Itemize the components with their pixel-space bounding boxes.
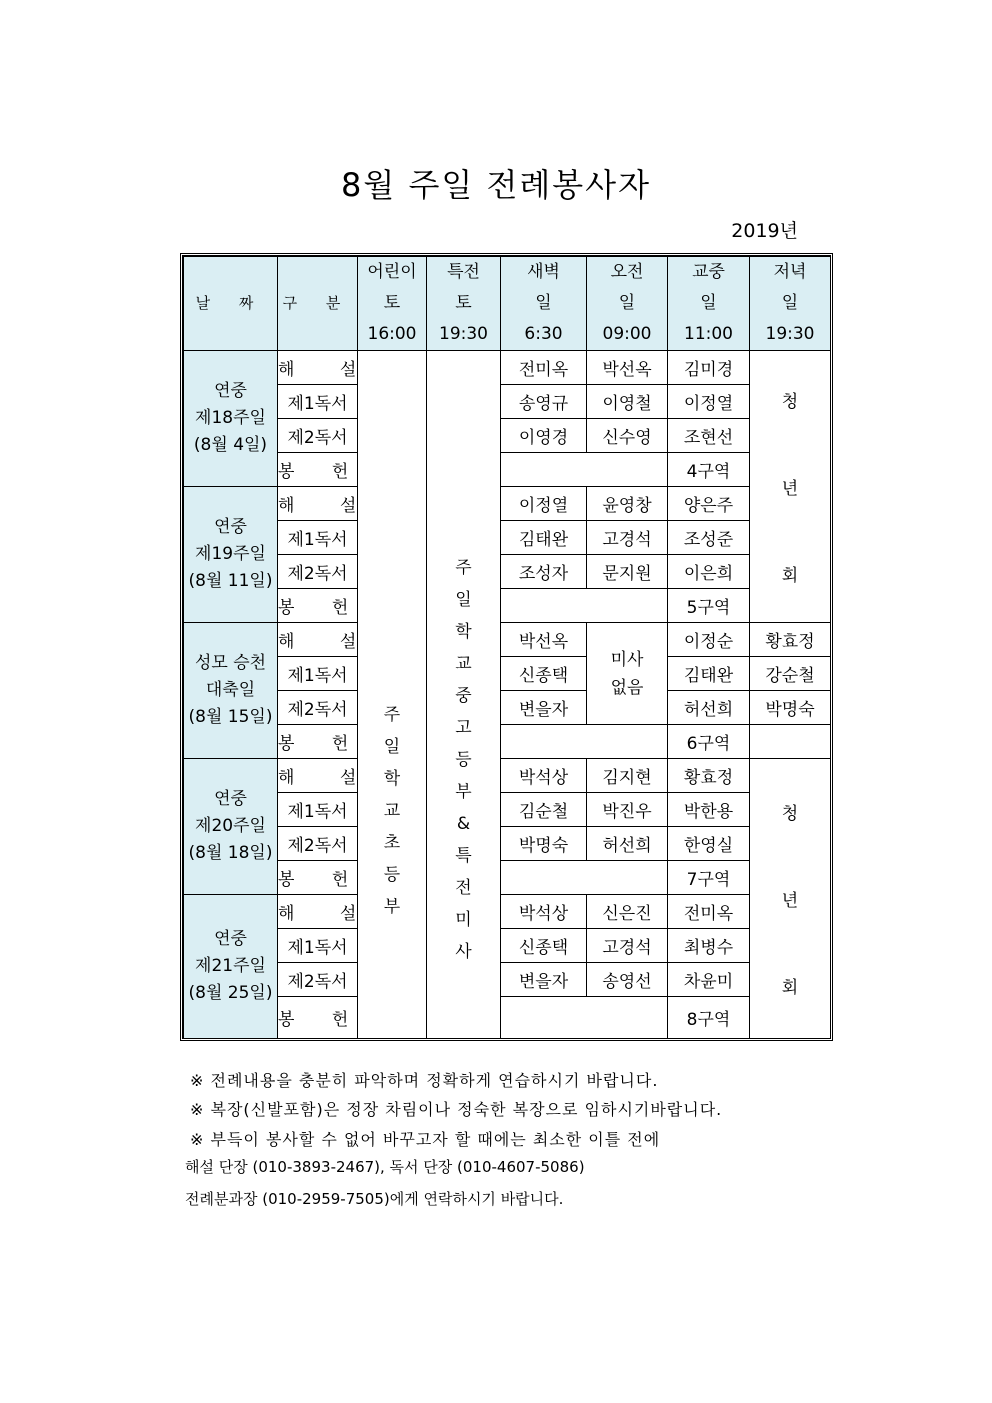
empty-cell bbox=[501, 861, 668, 895]
empty-cell bbox=[501, 997, 668, 1039]
name-cell: 신종택 bbox=[501, 929, 587, 963]
name-cell: 조성준 bbox=[668, 521, 750, 555]
name-cell: 차윤미 bbox=[668, 963, 750, 997]
header-dawn-sun: 새벽 일 6:30 bbox=[501, 257, 587, 351]
table-row bbox=[184, 589, 831, 623]
name-cell: 김지현 bbox=[587, 759, 668, 793]
name-cell: 한영실 bbox=[668, 827, 750, 861]
header-date: 날 짜 bbox=[184, 257, 278, 351]
header-category: 구 분 bbox=[278, 257, 358, 351]
table-row bbox=[184, 793, 831, 827]
table-row bbox=[184, 827, 831, 861]
date-cell: 연중 제19주일 (8월 11일) bbox=[184, 487, 278, 623]
contact-line: 해설 단장 (010-3893-2467), 독서 단장 (010-4607-5086) bbox=[185, 1158, 585, 1176]
name-cell: 이정열 bbox=[501, 487, 587, 521]
empty-cell bbox=[750, 725, 831, 759]
date-cell: 연중 제21주일 (8월 25일) bbox=[184, 895, 278, 1039]
youth-school-cell: 주 일 학 교 중 고 등 부 & 특 전 미 사 bbox=[427, 351, 501, 1039]
name-cell: 고경석 bbox=[587, 521, 668, 555]
note-line: ※ 복장(신발포함)은 정장 차림이나 정숙한 복장으로 임하시기바랍니다. bbox=[190, 1100, 723, 1119]
header-main-sun: 교중 일 11:00 bbox=[668, 257, 750, 351]
name-cell: 이정열 bbox=[668, 385, 750, 419]
name-cell: 허선희 bbox=[668, 691, 750, 725]
offering-district: 4구역 bbox=[668, 453, 750, 487]
role-offering: 봉 헌 bbox=[278, 725, 358, 759]
name-cell: 윤영창 bbox=[587, 487, 668, 521]
table-row bbox=[184, 929, 831, 963]
role-reading1: 제1독서 bbox=[278, 793, 358, 827]
role-reading2: 제2독서 bbox=[278, 827, 358, 861]
role-offering: 봉 헌 bbox=[278, 861, 358, 895]
offering-district: 5구역 bbox=[668, 589, 750, 623]
role-commentary: 해 설 bbox=[278, 623, 358, 657]
name-cell: 박명숙 bbox=[501, 827, 587, 861]
empty-cell bbox=[501, 725, 668, 759]
table-row bbox=[184, 725, 831, 759]
date-cell: 연중 제18주일 (8월 4일) bbox=[184, 351, 278, 487]
name-cell: 김태완 bbox=[501, 521, 587, 555]
name-cell: 이영경 bbox=[501, 419, 587, 453]
date-cell: 연중 제20주일 (8월 18일) bbox=[184, 759, 278, 895]
table-row bbox=[184, 963, 831, 997]
children-school-cell: 주 일 학 교 초 등 부 bbox=[358, 351, 427, 1039]
name-cell: 황효정 bbox=[750, 623, 831, 657]
name-cell: 박선옥 bbox=[587, 351, 668, 385]
table-row bbox=[184, 861, 831, 895]
name-cell: 고경석 bbox=[587, 929, 668, 963]
role-reading1: 제1독서 bbox=[278, 385, 358, 419]
role-commentary: 해 설 bbox=[278, 487, 358, 521]
header-children-sat: 어린이 토 16:00 bbox=[358, 257, 427, 351]
schedule-table bbox=[183, 256, 831, 1039]
table-row bbox=[184, 759, 831, 793]
name-cell: 양은주 bbox=[668, 487, 750, 521]
table-row bbox=[184, 691, 831, 725]
name-cell: 황효정 bbox=[668, 759, 750, 793]
table-row bbox=[184, 385, 831, 419]
table-row bbox=[184, 657, 831, 691]
table-row bbox=[184, 351, 831, 385]
role-reading2: 제2독서 bbox=[278, 963, 358, 997]
schedule-table-frame bbox=[180, 253, 833, 1041]
name-cell: 신은진 bbox=[587, 895, 668, 929]
name-cell: 변을자 bbox=[501, 691, 587, 725]
name-cell: 이은희 bbox=[668, 555, 750, 589]
role-reading2: 제2독서 bbox=[278, 691, 358, 725]
name-cell: 박한용 bbox=[668, 793, 750, 827]
name-cell: 박진우 bbox=[587, 793, 668, 827]
name-cell: 문지원 bbox=[587, 555, 668, 589]
header-morning-sun: 오전 일 09:00 bbox=[587, 257, 668, 351]
name-cell: 강순철 bbox=[750, 657, 831, 691]
role-reading2: 제2독서 bbox=[278, 419, 358, 453]
table-row bbox=[184, 555, 831, 589]
role-commentary: 해 설 bbox=[278, 351, 358, 385]
name-cell: 김미경 bbox=[668, 351, 750, 385]
date-cell: 성모 승천 대축일 (8월 15일) bbox=[184, 623, 278, 759]
name-cell: 박선옥 bbox=[501, 623, 587, 657]
name-cell: 이정순 bbox=[668, 623, 750, 657]
role-offering: 봉 헌 bbox=[278, 589, 358, 623]
name-cell: 이영철 bbox=[587, 385, 668, 419]
name-cell: 신종택 bbox=[501, 657, 587, 691]
offering-district: 7구역 bbox=[668, 861, 750, 895]
name-cell: 전미옥 bbox=[501, 351, 587, 385]
role-offering: 봉 헌 bbox=[278, 453, 358, 487]
name-cell: 최병수 bbox=[668, 929, 750, 963]
empty-cell bbox=[501, 589, 668, 623]
name-cell: 박석상 bbox=[501, 895, 587, 929]
table-row bbox=[184, 895, 831, 929]
role-reading1: 제1독서 bbox=[278, 929, 358, 963]
role-reading1: 제1독서 bbox=[278, 657, 358, 691]
header-evening-sun: 저녁 일 19:30 bbox=[750, 257, 831, 351]
note-line: ※ 전례내용을 충분히 파악하며 정확하게 연습하시기 바랍니다. bbox=[190, 1071, 659, 1090]
table-row bbox=[184, 623, 831, 657]
table-row bbox=[184, 453, 831, 487]
name-cell: 조현선 bbox=[668, 419, 750, 453]
name-cell: 김태완 bbox=[668, 657, 750, 691]
table-row bbox=[184, 419, 831, 453]
note-line: ※ 부득이 봉사할 수 없어 바꾸고자 할 때에는 최소한 이틀 전에 bbox=[190, 1130, 661, 1149]
role-commentary: 해 설 bbox=[278, 759, 358, 793]
name-cell: 박명숙 bbox=[750, 691, 831, 725]
offering-district: 6구역 bbox=[668, 725, 750, 759]
youth-group-cell-b: 청 년 회 bbox=[750, 759, 831, 1039]
name-cell: 박석상 bbox=[501, 759, 587, 793]
name-cell: 김순철 bbox=[501, 793, 587, 827]
table-row bbox=[184, 487, 831, 521]
no-mass-cell: 미사 없음 bbox=[587, 623, 668, 725]
name-cell: 변을자 bbox=[501, 963, 587, 997]
empty-cell bbox=[501, 453, 668, 487]
page-title: 8월 주일 전례봉사자 bbox=[341, 166, 651, 204]
youth-group-cell-a: 청 년 회 bbox=[750, 351, 831, 623]
name-cell: 신수영 bbox=[587, 419, 668, 453]
offering-district: 8구역 bbox=[668, 997, 750, 1039]
header-vigil-sat: 특전 토 19:30 bbox=[427, 257, 501, 351]
contact-line: 전례분과장 (010-2959-7505)에게 연락하시기 바랍니다. bbox=[185, 1190, 564, 1208]
name-cell: 송영선 bbox=[587, 963, 668, 997]
name-cell: 전미옥 bbox=[668, 895, 750, 929]
year-label: 2019년 bbox=[731, 220, 798, 242]
table-row bbox=[184, 521, 831, 555]
role-offering: 봉 헌 bbox=[278, 997, 358, 1039]
header-row bbox=[184, 257, 831, 351]
role-reading2: 제2독서 bbox=[278, 555, 358, 589]
role-commentary: 해 설 bbox=[278, 895, 358, 929]
name-cell: 조성자 bbox=[501, 555, 587, 589]
name-cell: 송영규 bbox=[501, 385, 587, 419]
name-cell: 허선희 bbox=[587, 827, 668, 861]
role-reading1: 제1독서 bbox=[278, 521, 358, 555]
table-row bbox=[184, 997, 831, 1039]
